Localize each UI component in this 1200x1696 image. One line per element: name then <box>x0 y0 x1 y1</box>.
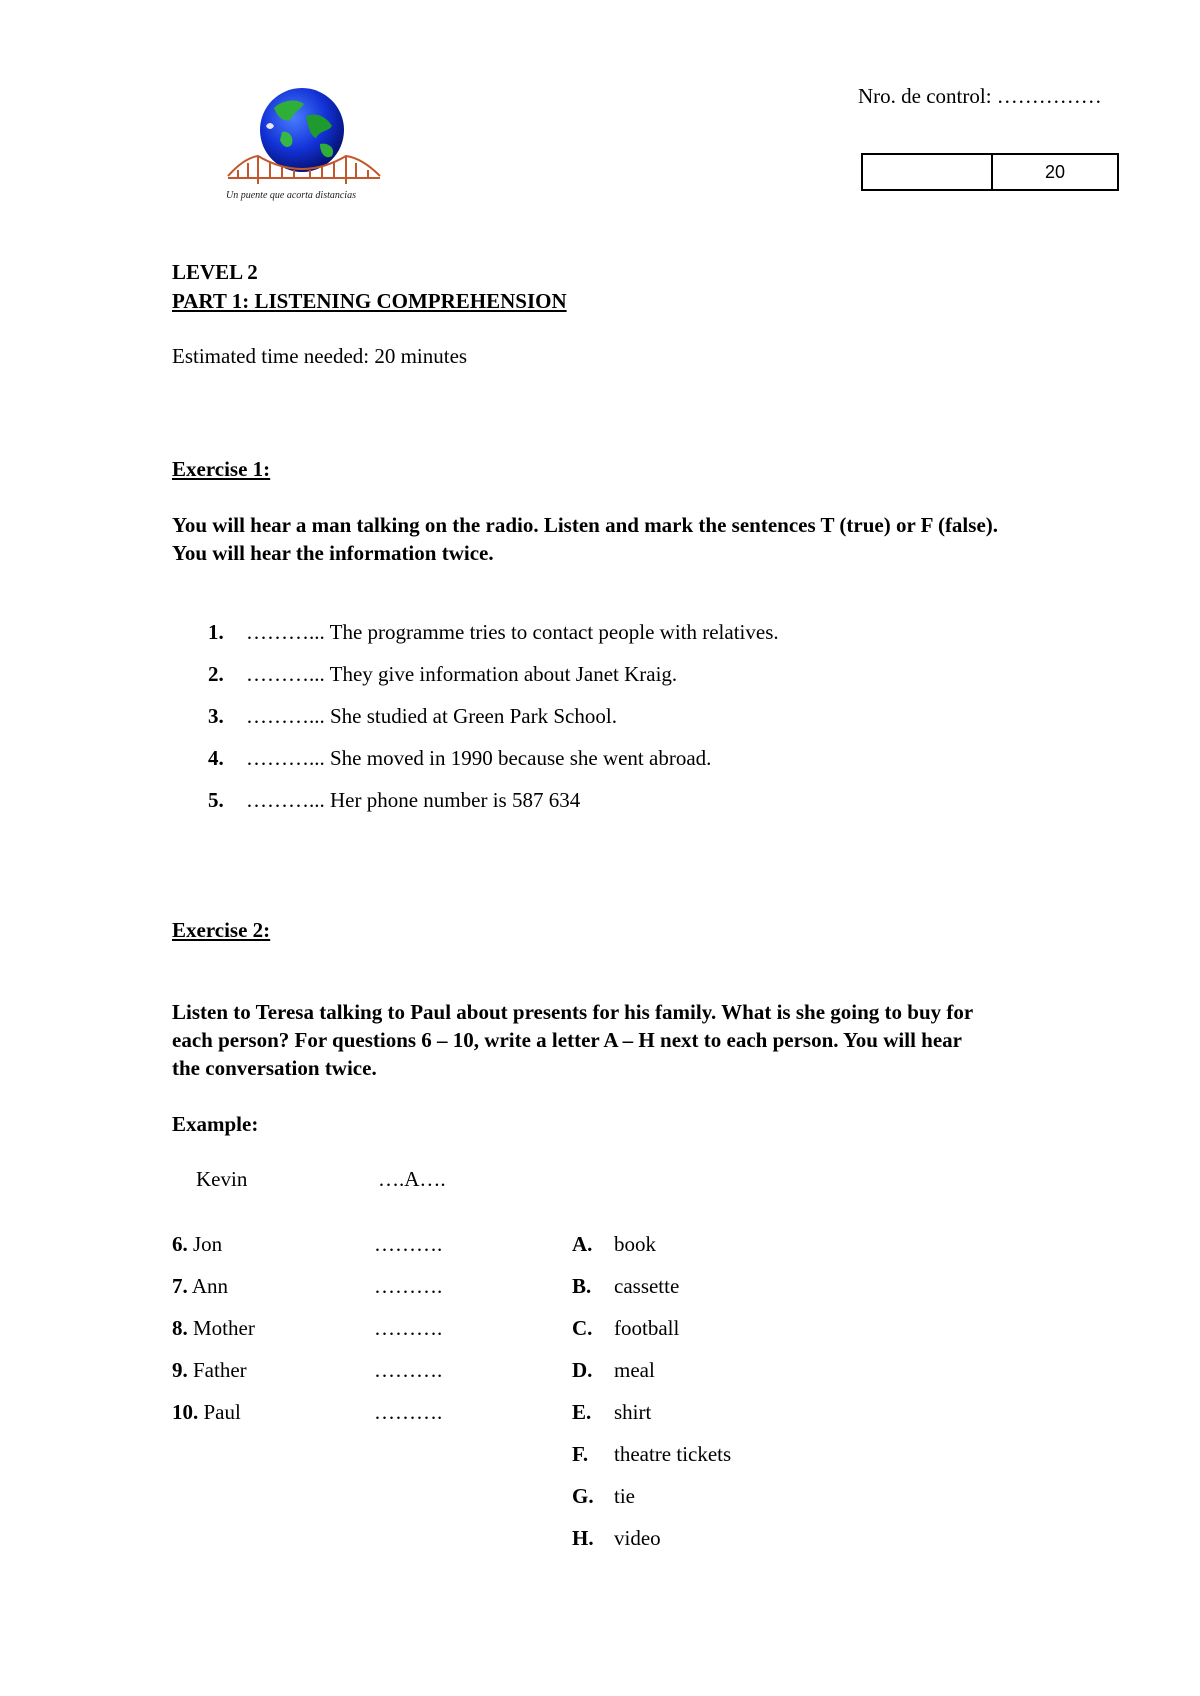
person-name: Father <box>193 1358 247 1382</box>
example-label: Example: <box>172 1112 259 1136</box>
person-number: 8. <box>172 1316 188 1340</box>
example-name: Kevin <box>196 1167 248 1191</box>
item-text: ………... She moved in 1990 because she went abroad. <box>246 746 712 770</box>
exercise2-instructions-line: the conversation twice. <box>172 1056 377 1080</box>
option-word: football <box>614 1316 680 1340</box>
option-letter: D. <box>572 1358 593 1382</box>
item-text: ………... The programme tries to contact people with relatives. <box>246 620 779 644</box>
exercise2-instructions-line: Listen to Teresa talking to Paul about presents for his family. What is she going to buy for <box>172 1000 974 1024</box>
item-text: ………... They give information about Janet Kraig. <box>246 662 678 686</box>
option-word: cassette <box>614 1274 680 1298</box>
person-name: Ann <box>191 1274 229 1298</box>
option-letter: B. <box>572 1274 592 1298</box>
person-label <box>172 1316 255 1341</box>
item-number: 3. <box>208 704 224 728</box>
logo-caption: Un puente que acorta distancias <box>226 190 356 201</box>
person-number: 7. <box>172 1274 188 1298</box>
item-number: 2. <box>208 662 224 686</box>
item-text: ………... She studied at Green Park School. <box>246 704 617 728</box>
level-title: LEVEL 2 <box>172 260 258 284</box>
answer-blank[interactable]: ………. <box>374 1232 443 1256</box>
option-word: book <box>614 1232 656 1256</box>
exercise1-instructions <box>172 511 1132 567</box>
option-letter: F. <box>572 1442 589 1466</box>
score-input-cell[interactable] <box>863 155 993 189</box>
person-number: 9. <box>172 1358 188 1382</box>
score-box <box>861 153 1119 191</box>
option-word: video <box>614 1526 661 1550</box>
person-label <box>172 1274 228 1299</box>
option-letter: E. <box>572 1400 592 1424</box>
option-letter: H. <box>572 1526 594 1550</box>
item-text: ………... Her phone number is 587 634 <box>246 788 581 812</box>
answer-blank[interactable]: ………. <box>374 1400 443 1424</box>
score-total: 20 <box>1044 161 1066 182</box>
exercise1-instructions-line: You will hear the information twice. <box>172 541 494 565</box>
person-label <box>172 1400 241 1425</box>
person-name: Paul <box>203 1400 241 1424</box>
option-word: meal <box>614 1358 655 1382</box>
exercise1-instructions-line: You will hear a man talking on the radio. Listen and mark the sentences T (true) or F (false). <box>172 513 999 537</box>
option-letter: A. <box>572 1232 593 1256</box>
item-number: 5. <box>208 788 224 812</box>
person-name: Jon <box>193 1232 223 1256</box>
person-label <box>172 1232 222 1257</box>
option-word: tie <box>614 1484 635 1508</box>
part-title: PART 1: LISTENING COMPREHENSION <box>172 289 567 313</box>
person-number: 10. <box>172 1400 199 1424</box>
person-name: Mother <box>193 1316 255 1340</box>
estimated-time: Estimated time needed: 20 minutes <box>172 344 468 368</box>
exercise2-instructions-line: each person? For questions 6 – 10, write a letter A – H next to each person. You will hear <box>172 1028 962 1052</box>
answer-blank[interactable]: ………. <box>374 1358 443 1382</box>
option-word: theatre tickets <box>614 1442 732 1466</box>
example-answer: ….A…. <box>378 1167 446 1191</box>
person-number: 6. <box>172 1232 188 1256</box>
option-letter: C. <box>572 1316 593 1340</box>
item-number: 1. <box>208 620 224 644</box>
option-letter: G. <box>572 1484 594 1508</box>
exercise2-heading: Exercise 2: <box>172 918 271 942</box>
control-number-field[interactable]: Nro. de control: …………… <box>858 84 1102 108</box>
exercise1-heading: Exercise 1: <box>172 457 271 481</box>
answer-blank[interactable]: ………. <box>374 1316 443 1340</box>
item-number: 4. <box>208 746 224 770</box>
person-label <box>172 1358 247 1383</box>
option-word: shirt <box>614 1400 652 1424</box>
exercise2-instructions <box>172 998 1132 1082</box>
answer-blank[interactable]: ………. <box>374 1274 443 1298</box>
